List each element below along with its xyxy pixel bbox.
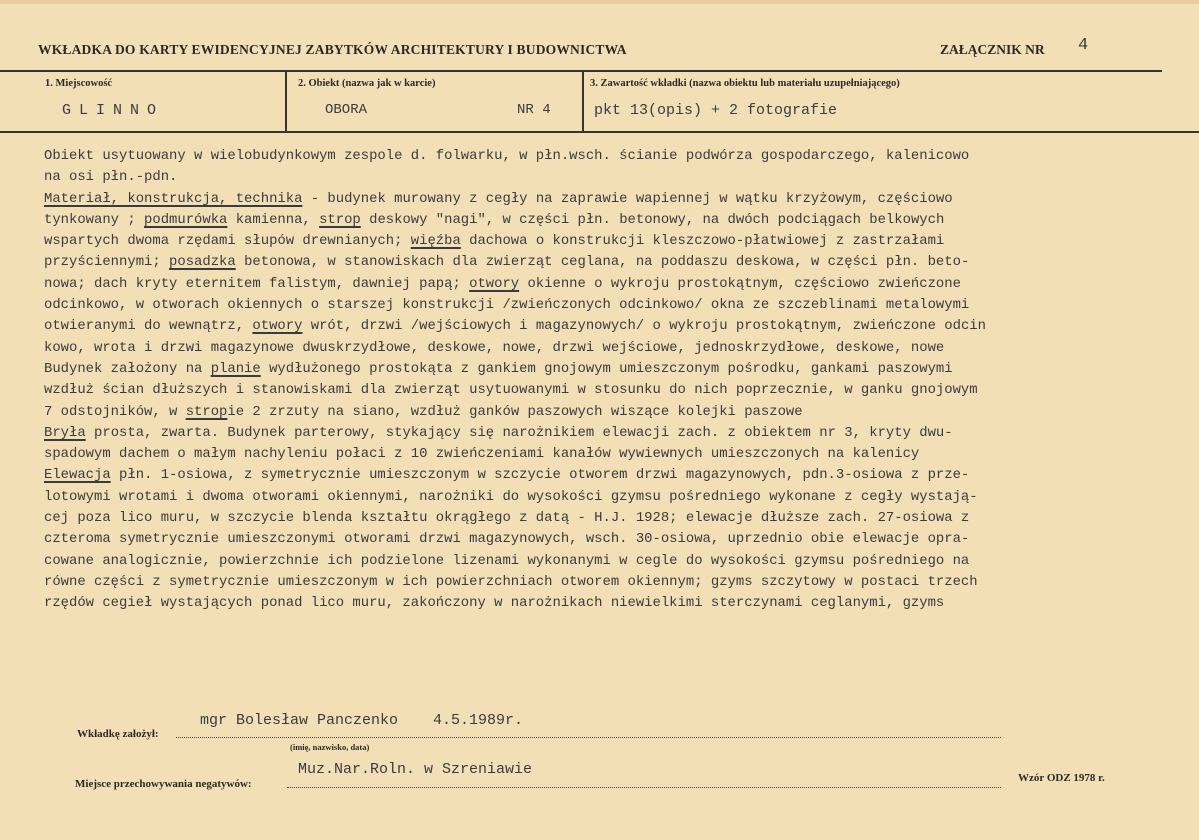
author-label: Wkładkę założył: (77, 728, 159, 740)
description-line: lotowymi wrotami i dwoma otworami okiennymi, narożniki do wysokości gzymsu pośredniego wykonane z cegły wystają- (44, 488, 978, 505)
description-line: równe części z symetrycznie umieszczonym w ich powierzchniach otworem okiennym; gzyms szczytowy w postaci trzech (44, 573, 978, 590)
storage-value: Muz.Nar.Roln. w Szreniawie (298, 761, 533, 778)
storage-dotline (287, 787, 1001, 788)
underlined-term: posadzka (169, 254, 236, 271)
description-line: 7 odstojników, w stropie 2 zrzuty na siano, wzdłuż ganków paszowych wiszące kolejki paszowe (44, 403, 803, 420)
underlined-term: Bryła (44, 424, 86, 441)
object-label: 2. Obiekt (nazwa jak w karcie) (298, 78, 436, 89)
underlined-term: Elewacja (44, 467, 111, 484)
object-value: OBORA (325, 102, 368, 118)
date-value: 4.5.1989r. (433, 712, 524, 729)
description-line: kowo, wrota i drzwi magazynowe dwuskrzydłowe, deskowe, nowe, drzwi wejściowe, jednoskrzydłowe, deskowe, nowe (44, 339, 945, 356)
storage-label: Miejsce przechowywania negatywów: (75, 778, 252, 790)
description-line: otwieranymi do wewnątrz, otwory wrót, drzwi /wejściowych i magazynowych/ o wykroju prostokątnym, zwieńczone odcin (44, 318, 986, 335)
description-line: spadowym dachem o małym nachyleniu połaci z 10 zwieńczeniami kanałów wywiewnych umieszczonych na kalenicy (44, 446, 920, 463)
header-top-rule (0, 70, 1162, 72)
top-edge (0, 0, 1199, 4)
form-code: Wzór ODZ 1978 r. (1018, 772, 1105, 784)
description-line: Obiekt usytuowany w wielobudynkowym zespole d. folwarku, w płn.wsch. ścianie podwórza gospodarczego, kalenicowo (44, 148, 970, 164)
column-divider-2 (582, 70, 584, 132)
description-line: Budynek założony na planie wydłużonego prostokąta z gankiem gnojowym umieszczonym pośrodku, gankami paszowymi (44, 360, 953, 377)
place-label: 1. Miejscowość (45, 78, 113, 89)
description-line: cowane analogicznie, powierzchnie ich podzielone lizenami wykonanymi w cegle do wysokości gzymsu pośredniego na (44, 552, 970, 569)
underlined-term: strop (185, 403, 228, 420)
form-title: WKŁADKA DO KARTY EWIDENCYJNEJ ZABYTKÓW ARCHITEKTURY I BUDOWNICTWA (38, 42, 627, 57)
underlined-term: podmurówka (144, 211, 228, 228)
description-line: przyściennymi; posadzka betonowa, w stanowiskach dla zwierząt ceglana, na poddaszu deskowa, w części płn. beto- (44, 254, 970, 271)
header-bottom-rule (0, 131, 1199, 133)
description-line: cej poza lico muru, w szczycie blenda kształtu okrągłego z datą - H.J. 1928; elewacje dłuższe zach. 27-osiowa z (44, 510, 970, 527)
description-line: wspartych dwoma rzędami słupów drewnianych; więźba dachowa o konstrukcji kleszczowo-płatwiowej z zastrzałami (44, 233, 945, 250)
author-value: mgr Bolesław Panczenko (200, 712, 399, 729)
content-label: 3. Zawartość wkładki (nazwa obiektu lub materiału uzupełniającego) (590, 78, 900, 89)
description-line: tynkowany ; podmurówka kamienna, strop deskowy "nagi", w części płn. betonowy, na dwóch podciągach belkowych (44, 211, 945, 228)
description-line: odcinkowo, w otworach okiennych o starszej konstrukcji /zwieńczonych odcinkowo/ okna ze szczeblinami metalowymi (44, 297, 970, 314)
underlined-term: Materiał, konstrukcja, technika (44, 190, 303, 207)
underlined-term: więźba (410, 233, 461, 250)
description-line: Bryła prosta, zwarta. Budynek parterowy, stykający się narożnikiem elewacji zach. z obiektem nr 3, kryty dwu- (44, 424, 953, 441)
description-line: wzdłuż ścian dłuższych i stanowiskami dla zwierząt usytuowanymi w stosunku do nich poprzecznie, w ganku gnojowym (44, 382, 978, 399)
underlined-term: planie (210, 360, 261, 377)
attachment-label: ZAŁĄCZNIK NR (940, 42, 1045, 57)
description-line: Elewacja płn. 1-osiowa, z symetrycznie umieszczonym w szczycie otworem drzwi magazynowych, pdn.3-osiowa z prze- (44, 467, 970, 484)
description-line: nowa; dach kryty eternitem falistym, dawniej papą; otwory okienne o wykroju prostokątnym, częściowo zwieńczone (44, 275, 961, 292)
description-line: rzędów cegieł wystających ponad lico muru, zakończony w narożnikach niewielkimi sterczynami ceglanymi, gzyms (44, 595, 945, 612)
underlined-term: otwory (252, 318, 303, 335)
attachment-number: 4 (1078, 36, 1089, 55)
content-value: pkt 13(opis) + 2 fotografie (594, 102, 838, 119)
place-value: GLINNO (62, 102, 165, 119)
description-line: na osi płn.-pdn. (44, 169, 178, 186)
underlined-term: strop (319, 211, 361, 228)
description-line: Materiał, konstrukcja, technika - budynek murowany z cegły na zaprawie wapiennej w wątku krzyżowym, częściowo (44, 190, 953, 207)
underlined-term: otwory (469, 275, 520, 292)
column-divider-1 (285, 70, 287, 132)
object-number: NR 4 (517, 102, 551, 118)
author-hint: (imię, nazwisko, data) (290, 742, 370, 752)
description-line: czteroma symetrycznie umieszczonymi otworami drzwi magazynowych, wsch. 30-osiowa, uprzednio obie elewacje opra- (44, 531, 970, 548)
description-text (44, 146, 1194, 615)
author-dotline (176, 737, 1001, 738)
